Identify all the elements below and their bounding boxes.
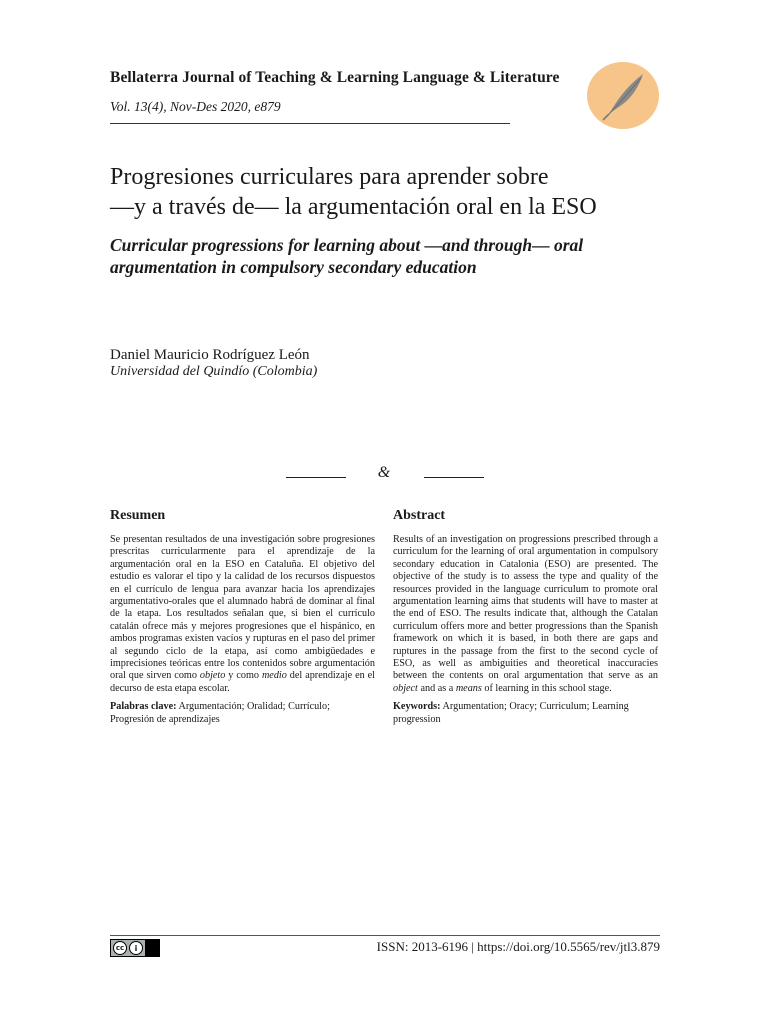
article-title-english: [110, 234, 670, 278]
footer-divider: [110, 935, 660, 936]
attribution-icon: i: [129, 941, 143, 955]
resumen-text: Se presentan resultados de una investigación sobre progresiones prescritas curricularmente para el aprendizaje de la argumentación oral en la ESO en Cataluña. El objetivo del estudio es valorar el tipo y la calidad de los recursos dispuestos en el currículo de lengua para avanzar hacia los aprendizajes argumentativo-orales que el alumnado habrá de dominar al final de la etapa. Los resultados señalan que, si bien el currículo catalán ofrece más y mejores progresiones que el hispánico, en ambos programas existen vacíos y rupturas en el paso del primer al segundo ciclo de la etapa, así como ambigüedades e imprecisiones teóricas entre los contenidos sobre argumentación oral que sirven como objeto y como medio del aprendizaje en el decurso de esta etapa escolar.: [110, 534, 376, 694]
abstract-section: [393, 508, 658, 726]
volume-info: Vol. 13(4), Nov-Des 2020, e879: [110, 99, 281, 114]
abstract-heading: Abstract: [393, 508, 446, 523]
author-name: Daniel Mauricio Rodríguez León: [110, 347, 310, 363]
title-es-line-2: —y a través de— la argumentación oral en la ESO: [110, 194, 597, 220]
cc-logo-icon: cc: [113, 941, 127, 955]
journal-logo: [587, 62, 659, 129]
resumen-keywords: Palabras clave: Argumentación; Oralidad; Currículo; Progresión de aprendizajes: [110, 701, 330, 725]
license-bar: [145, 940, 159, 956]
title-en-line-2: argumentation in compulsory secondary education: [110, 257, 477, 277]
title-es-line-1: Progresiones curriculares para aprender sobre: [110, 164, 549, 190]
separator-ampersand: &: [377, 464, 391, 481]
resumen-heading: Resumen: [110, 508, 166, 523]
resumen-section: [110, 508, 375, 726]
journal-name: Bellaterra Journal of Teaching & Learning Language & Literature: [110, 69, 560, 86]
article-title-spanish: [110, 162, 670, 222]
title-en-line-1: Curricular progressions for learning about —and through— oral: [110, 235, 584, 255]
abstract-keywords: Keywords: Argumentation; Oracy; Curriculum; Learning progression: [393, 701, 629, 725]
separator-line-right: [424, 477, 484, 478]
cc-by-icon[interactable]: [110, 939, 160, 957]
issn-doi[interactable]: ISSN: 2013-6196 | https://doi.org/10.5565/rev/jtl3.879: [376, 939, 660, 954]
author-affiliation: Universidad del Quindío (Colombia): [110, 364, 318, 379]
separator-line-left: [286, 477, 346, 478]
header-divider: [110, 123, 510, 124]
feather-icon: [587, 62, 659, 129]
abstract-text: Results of an investigation on progressions prescribed through a curriculum for the learning of oral argumentation in compulsory secondary education in Catalonia (ESO) are presented. The objective of the study is to assess the type and quality of the resources provided in the language curriculum to promote oral argumentation learning aims that students will have to master at the end of ESO. The results indicate that, although the Catalan curriculum offers more and better progressions than the Spanish framework on which it is based, in both there are gaps and ruptures in the passage from the first to the second cycle of ESO, as well as ambiguities and theoretical inaccuracies between the contents on oral argumentation that serve as an object and as a means of learning in this school stage.: [393, 534, 658, 694]
